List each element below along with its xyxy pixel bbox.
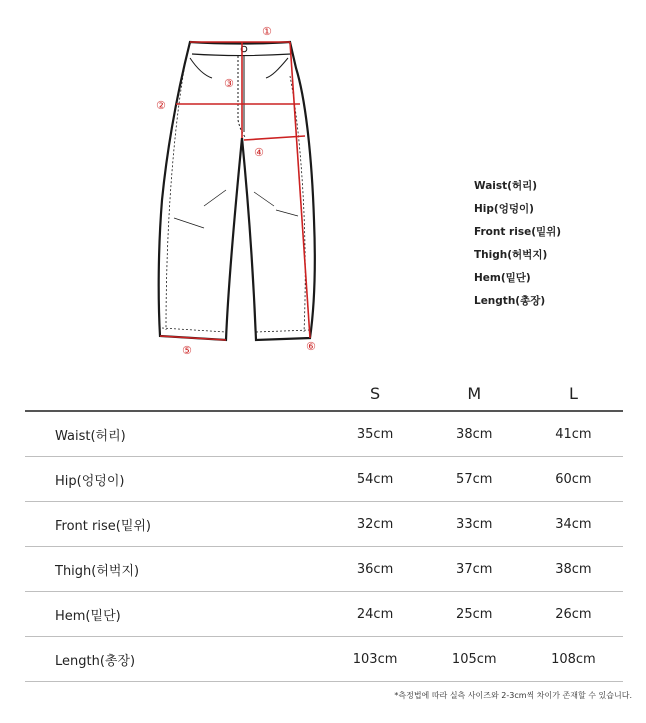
header-size-s: S [326, 377, 425, 411]
size-table [25, 377, 623, 682]
marker-2: ② [156, 99, 166, 112]
cell-m: 105cm [425, 637, 524, 682]
marker-5: ⑤ [182, 344, 192, 357]
legend-hip: Hip(엉덩이) [474, 203, 534, 215]
marker-6: ⑥ [306, 340, 316, 353]
marker-4: ④ [254, 146, 264, 159]
cell-l: 26cm [524, 592, 623, 637]
wrinkle [204, 190, 226, 206]
row-label: Hip(엉덩이) [25, 457, 326, 502]
left-hem-stitch [162, 328, 226, 332]
table-row [25, 411, 623, 457]
marker-3: ③ [224, 77, 234, 90]
cell-m: 25cm [425, 592, 524, 637]
measurement-legend [474, 178, 561, 316]
left-pocket [190, 58, 212, 78]
cell-s: 35cm [326, 411, 425, 457]
table-row [25, 457, 623, 502]
legend-waist: Waist(허리) [474, 180, 538, 192]
table-row [25, 592, 623, 637]
row-label: Length(총장) [25, 637, 326, 682]
cell-s: 32cm [326, 502, 425, 547]
legend-front-rise: Front rise(밑위) [474, 226, 562, 238]
cell-m: 33cm [425, 502, 524, 547]
header-size-m: M [425, 377, 524, 411]
row-label: Thigh(허벅지) [25, 547, 326, 592]
header-size-l: L [524, 377, 623, 411]
legend-length: Length(총장) [474, 295, 546, 307]
table-row [25, 637, 623, 682]
table-row [25, 502, 623, 547]
cell-m: 38cm [425, 411, 524, 457]
header-spacer [25, 377, 326, 411]
cell-m: 37cm [425, 547, 524, 592]
hem-measure-line [160, 336, 226, 340]
wrinkle [174, 218, 204, 228]
cell-l: 41cm [524, 411, 623, 457]
legend-hem: Hem(밑단) [474, 272, 531, 284]
cell-s: 103cm [326, 637, 425, 682]
cell-m: 57cm [425, 457, 524, 502]
row-label: Hem(밑단) [25, 592, 326, 637]
measurement-footnote: *측정법에 따라 실측 사이즈와 2-3cm씩 차이가 존재할 수 있습니다. [394, 691, 632, 700]
right-pocket [266, 58, 288, 78]
pants-measurement-diagram [150, 20, 330, 360]
cell-s: 36cm [326, 547, 425, 592]
marker-1: ① [262, 25, 272, 38]
row-label: Waist(허리) [25, 411, 326, 457]
right-seam [290, 76, 305, 332]
cell-l: 60cm [524, 457, 623, 502]
right-hem-stitch [256, 330, 310, 332]
cell-l: 34cm [524, 502, 623, 547]
wrinkle [276, 210, 298, 216]
cell-l: 108cm [524, 637, 623, 682]
row-label: Front rise(밑위) [25, 502, 326, 547]
legend-thigh: Thigh(허벅지) [474, 249, 548, 261]
cell-s: 54cm [326, 457, 425, 502]
size-header-row [25, 377, 623, 411]
pants-outline [159, 42, 315, 340]
wrinkle [254, 192, 274, 206]
cell-s: 24cm [326, 592, 425, 637]
cell-l: 38cm [524, 547, 623, 592]
table-row [25, 547, 623, 592]
